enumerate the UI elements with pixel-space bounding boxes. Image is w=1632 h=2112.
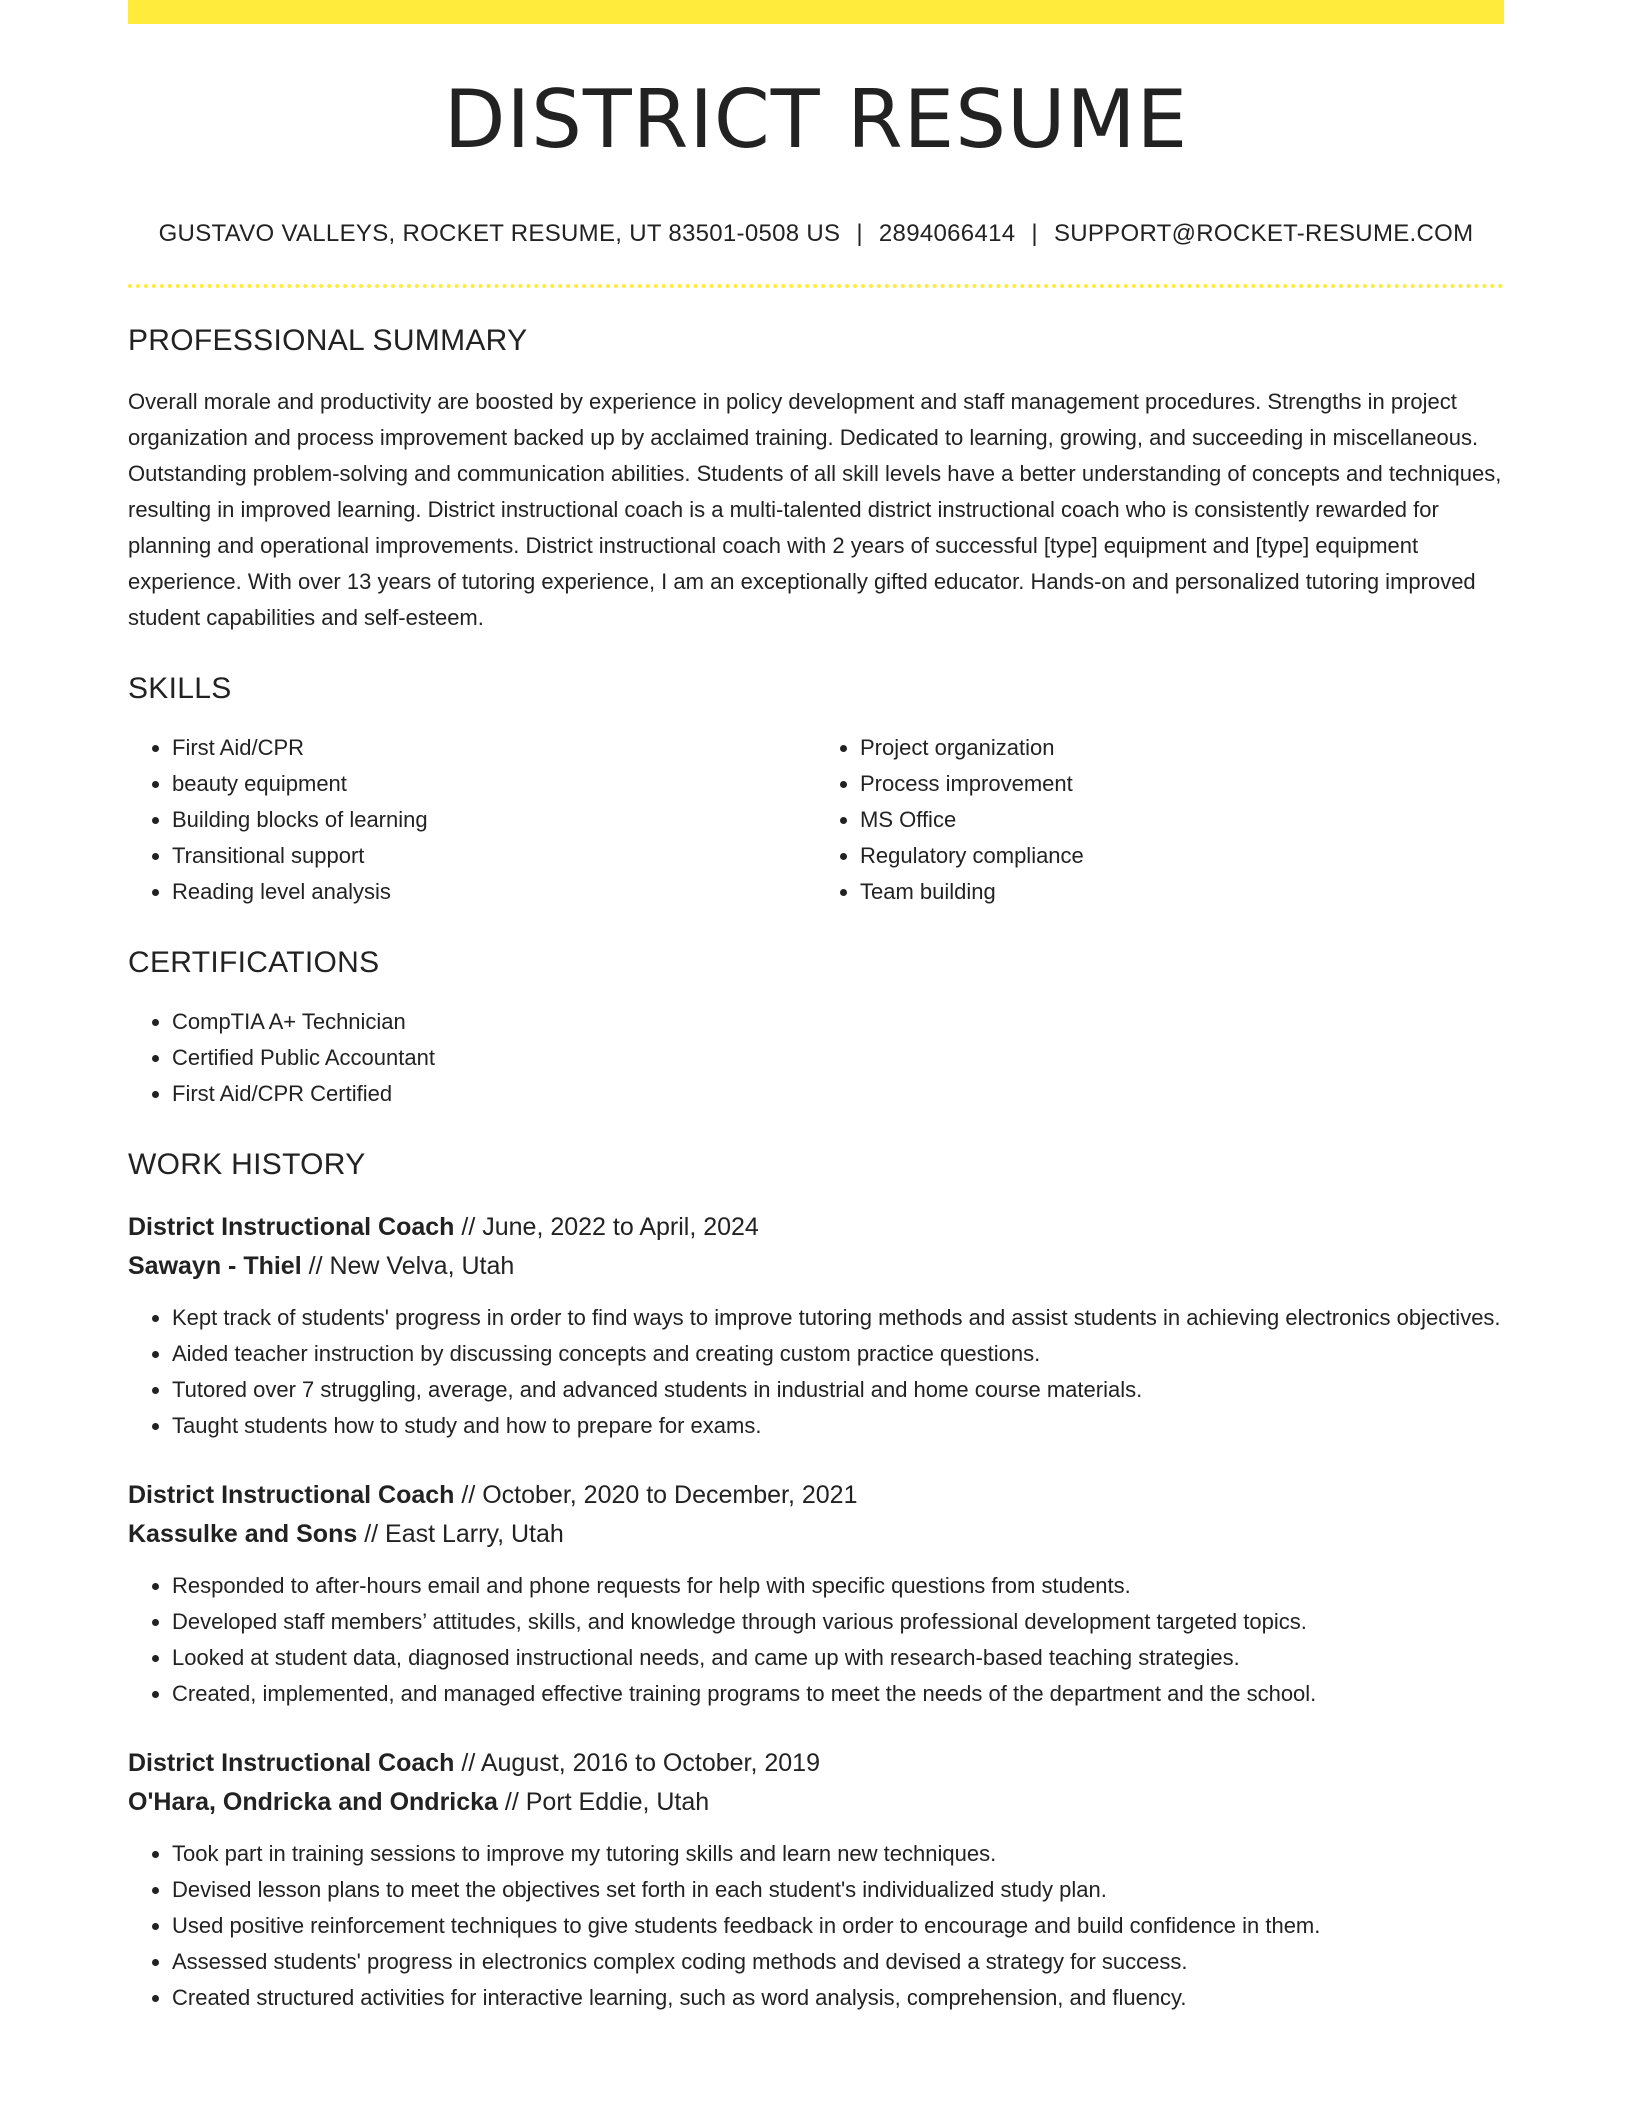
summary-text: Overall morale and productivity are boosted by experience in policy development and staff management procedures. Strengths in project organization and process improvement backed up by acclaimed training. Dedicated to learning, growing, and succeeding in miscellaneous. Outstanding problem-solving and communication abilities. Students of all skill levels have a better understanding of concepts and techniques, resulting in improved learning. District instructional coach is a multi-talented district instructional coach who is consistently rewarded for planning and operational improvements. District instructional coach with 2 years of successful [type] equipment and [type] equipment experience. With over 13 years of tutoring experience, I am an exceptionally gifted educator. Hands-on and personalized tutoring improved student capabilities and self-esteem. — [128, 389, 1502, 630]
skill-item: • Team building — [860, 874, 1504, 910]
skill-item: • Building blocks of learning — [172, 802, 816, 838]
accent-top-bar — [128, 0, 1504, 24]
skills-right-list — [816, 730, 1504, 910]
certifications-list — [128, 1004, 1504, 1112]
job-dates: // June, 2022 to April, 2024 — [454, 1213, 759, 1241]
skill-item: • beauty equipment — [172, 766, 816, 802]
job-entry — [128, 1208, 1504, 1444]
job-company: O'Hara, Ondricka and Ondricka — [128, 1788, 498, 1816]
skill-item: • Process improvement — [860, 766, 1504, 802]
work-history-heading: WORK HISTORY — [128, 1148, 366, 1181]
job-entry — [128, 1476, 1504, 1712]
job-bullet: • Created, implemented, and managed effective training programs to meet the needs of the department and the school. — [172, 1676, 1504, 1712]
job-title: District Instructional Coach — [128, 1481, 455, 1509]
job-location: // New Velva, Utah — [301, 1252, 515, 1280]
skill-item: • Regulatory compliance — [860, 838, 1504, 874]
job-company: Kassulke and Sons — [128, 1520, 358, 1548]
job-title: District Instructional Coach — [128, 1213, 455, 1241]
skills-heading: SKILLS — [128, 672, 232, 705]
contact-separator: | — [856, 220, 863, 247]
summary-heading: PROFESSIONAL SUMMARY — [128, 324, 528, 357]
certifications-heading: CERTIFICATIONS — [128, 946, 380, 979]
job-location: // East Larry, Utah — [357, 1520, 564, 1548]
job-bullets — [128, 1300, 1504, 1444]
job-bullets — [128, 1568, 1504, 1712]
certification-item: • First Aid/CPR Certified — [172, 1076, 1504, 1112]
contact-phone: 2894066414 — [878, 220, 1016, 247]
resume-page — [128, 0, 1504, 2016]
job-location: // Port Eddie, Utah — [497, 1788, 710, 1816]
job-bullet: • Devised lesson plans to meet the objectives set forth in each student's individualized study plan. — [172, 1872, 1504, 1908]
job-dates: // October, 2020 to December, 2021 — [454, 1481, 858, 1509]
job-title: District Instructional Coach — [128, 1749, 455, 1777]
skills-left-list — [128, 730, 816, 910]
dotted-divider — [128, 284, 1504, 288]
certification-item: • CompTIA A+ Technician — [172, 1004, 1504, 1040]
contact-email: SUPPORT@ROCKET-RESUME.COM — [1053, 220, 1474, 247]
job-bullet: • Used positive reinforcement techniques to give students feedback in order to encourage and build confidence in them. — [172, 1908, 1504, 1944]
job-company-line — [128, 1515, 1504, 1554]
job-company: Sawayn - Thiel — [128, 1252, 302, 1280]
job-bullet: • Kept track of students' progress in order to find ways to improve tutoring methods and assist students in achieving electronics objectives. — [172, 1300, 1504, 1336]
job-bullet: • Responded to after-hours email and phone requests for help with specific questions from students. — [172, 1568, 1504, 1604]
job-bullet: • Assessed students' progress in electronics complex coding methods and devised a strategy for success. — [172, 1944, 1504, 1980]
job-company-line — [128, 1783, 1504, 1822]
skill-item: • MS Office — [860, 802, 1504, 838]
job-bullet: • Created structured activities for interactive learning, such as word analysis, comprehension, and fluency. — [172, 1980, 1504, 2016]
job-bullet: • Developed staff members’ attitudes, skills, and knowledge through various professional development targeted topics. — [172, 1604, 1504, 1640]
job-bullets — [128, 1836, 1504, 2016]
skills-columns — [128, 730, 1504, 910]
job-entry — [128, 1744, 1504, 2016]
contact-separator: | — [1031, 220, 1038, 247]
contact-line — [128, 220, 1504, 248]
skill-item: • Transitional support — [172, 838, 816, 874]
job-title-line — [128, 1744, 1504, 1783]
skill-item: • First Aid/CPR — [172, 730, 816, 766]
job-title-line — [128, 1208, 1504, 1247]
job-title-line — [128, 1476, 1504, 1515]
job-dates: // August, 2016 to October, 2019 — [454, 1749, 820, 1777]
job-bullet: • Looked at student data, diagnosed instructional needs, and came up with research-based teaching strategies. — [172, 1640, 1504, 1676]
job-bullet: • Tutored over 7 struggling, average, and advanced students in industrial and home course materials. — [172, 1372, 1504, 1408]
skill-item: • Project organization — [860, 730, 1504, 766]
document-title: DISTRICT RESUME — [443, 73, 1189, 166]
job-bullet: • Aided teacher instruction by discussing concepts and creating custom practice questions. — [172, 1336, 1504, 1372]
job-bullet: • Taught students how to study and how to prepare for exams. — [172, 1408, 1504, 1444]
job-bullet: • Took part in training sessions to improve my tutoring skills and learn new techniques. — [172, 1836, 1504, 1872]
contact-address: GUSTAVO VALLEYS, ROCKET RESUME, UT 83501-0508 US — [158, 220, 841, 247]
job-company-line — [128, 1247, 1504, 1286]
skill-item: • Reading level analysis — [172, 874, 816, 910]
certification-item: • Certified Public Accountant — [172, 1040, 1504, 1076]
